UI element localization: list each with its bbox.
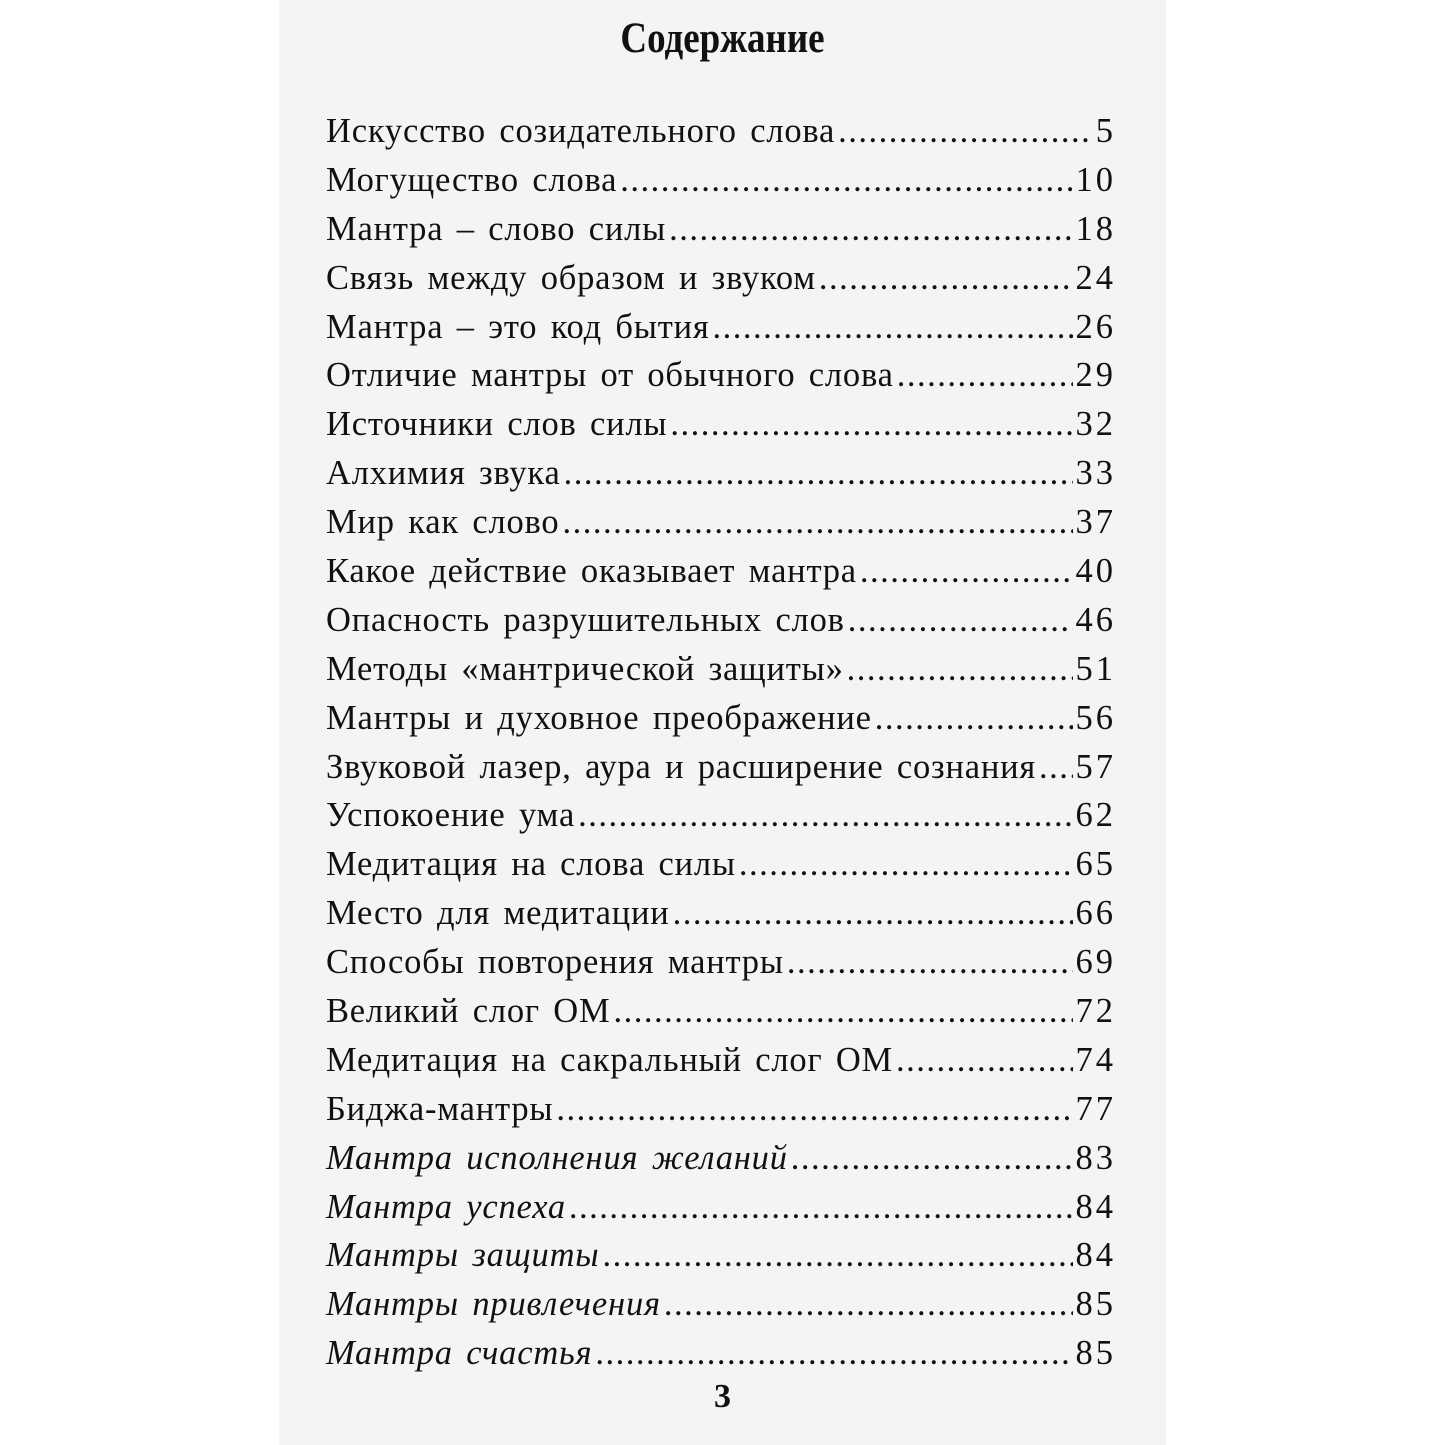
toc-dot-leader <box>791 1139 1073 1178</box>
toc-entry-page: 84 <box>1075 1236 1116 1275</box>
toc-entry <box>326 699 1116 748</box>
toc-entry-page: 29 <box>1075 356 1116 395</box>
toc-dot-leader <box>669 210 1072 249</box>
table-of-contents <box>326 112 1116 1383</box>
toc-entry-title: Успокоение ума <box>326 796 576 835</box>
toc-entry-page: 66 <box>1075 894 1116 933</box>
toc-entry-page: 5 <box>1095 112 1116 150</box>
toc-dot-leader <box>1039 748 1072 787</box>
toc-entry-title: Могущество слова <box>326 160 618 199</box>
toc-dot-leader <box>602 1236 1072 1275</box>
toc-entry <box>326 943 1116 992</box>
toc-entry-title: Связь между образом и звуком <box>326 258 816 297</box>
toc-entry <box>326 1188 1116 1237</box>
toc-entry-page: 26 <box>1075 307 1116 346</box>
toc-dot-leader <box>673 894 1073 933</box>
toc-dot-leader <box>787 943 1073 982</box>
toc-entry-page: 69 <box>1075 943 1116 982</box>
toc-entry <box>326 601 1116 650</box>
toc-entry-title: Мантра счастья <box>326 1334 593 1373</box>
toc-entry-page: 85 <box>1075 1285 1116 1324</box>
toc-dot-leader <box>613 992 1072 1031</box>
toc-entry <box>326 1041 1116 1090</box>
toc-entry <box>326 210 1116 259</box>
toc-entry-title: Мантры защиты <box>326 1236 600 1275</box>
toc-entry-page: 83 <box>1075 1138 1116 1177</box>
toc-dot-leader <box>620 161 1072 200</box>
toc-entry-title: Какое действие оказывает мантра <box>326 552 857 591</box>
toc-entry-title: Мантра – слово силы <box>326 209 667 248</box>
toc-dot-leader <box>896 1041 1072 1080</box>
toc-entry-title: Источники слов силы <box>326 405 668 444</box>
toc-entry-page: 32 <box>1075 405 1116 444</box>
toc-entry-title: Мантра исполнения желаний <box>326 1138 788 1177</box>
toc-entry <box>326 161 1116 210</box>
toc-dot-leader <box>595 1334 1072 1373</box>
toc-entry-page: 62 <box>1075 796 1116 835</box>
toc-dot-leader <box>819 259 1073 298</box>
toc-entry-title: Способы повторения мантры <box>326 943 784 982</box>
toc-dot-leader <box>556 1090 1072 1129</box>
toc-entry-page: 10 <box>1075 160 1116 199</box>
toc-entry-title: Отличие мантры от обычного слова <box>326 356 894 395</box>
toc-entry-page: 84 <box>1075 1187 1116 1226</box>
toc-entry-page: 57 <box>1075 747 1116 786</box>
toc-entry-title: Медитация на сакральный слог ОМ <box>326 1040 894 1079</box>
toc-entry <box>326 894 1116 943</box>
toc-entry-title: Звуковой лазер, аура и расширение сознания <box>326 747 1037 786</box>
toc-dot-leader <box>860 552 1073 591</box>
toc-dot-leader <box>875 699 1073 738</box>
toc-entry-title: Мантры и духовное преображение <box>326 698 872 737</box>
toc-dot-leader <box>664 1285 1073 1324</box>
toc-entry-title: Мантра – это код бытия <box>326 307 710 346</box>
toc-entry <box>326 356 1116 405</box>
toc-entry-page: 18 <box>1075 209 1116 248</box>
toc-entry <box>326 1139 1116 1188</box>
toc-entry-page: 46 <box>1075 600 1116 639</box>
toc-dot-leader <box>713 308 1073 347</box>
toc-entry-title: Искусство созидательного слова <box>326 112 836 150</box>
toc-entry <box>326 796 1116 845</box>
page-title: Содержание <box>620 15 825 62</box>
toc-entry <box>326 552 1116 601</box>
toc-entry <box>326 650 1116 699</box>
toc-dot-leader <box>847 650 1073 689</box>
toc-entry <box>326 308 1116 357</box>
toc-entry <box>326 405 1116 454</box>
toc-entry-title: Место для медитации <box>326 894 670 933</box>
toc-dot-leader <box>670 405 1072 444</box>
toc-entry-title: Мантра успеха <box>326 1187 566 1226</box>
toc-entry-title: Великий слог ОМ <box>326 992 611 1031</box>
toc-entry-page: 24 <box>1075 258 1116 297</box>
page-number: 3 <box>714 1378 731 1415</box>
toc-entry-title: Опасность разрушительных слов <box>326 600 845 639</box>
toc-entry-page: 85 <box>1075 1334 1116 1373</box>
toc-entry-page: 77 <box>1075 1089 1116 1128</box>
toc-entry-title: Мантры привлечения <box>326 1285 661 1324</box>
toc-entry-page: 72 <box>1075 992 1116 1031</box>
toc-dot-leader <box>562 503 1072 542</box>
toc-entry-title: Алхимия звука <box>326 454 561 493</box>
toc-entry-page: 56 <box>1075 698 1116 737</box>
toc-dot-leader <box>564 454 1073 493</box>
toc-dot-leader <box>569 1188 1073 1227</box>
toc-dot-leader <box>848 601 1073 640</box>
toc-entry-title: Биджа-мантры <box>326 1089 554 1128</box>
toc-entry-page: 40 <box>1075 552 1116 591</box>
toc-entry-page: 74 <box>1075 1040 1116 1079</box>
toc-entry <box>326 454 1116 503</box>
toc-entry <box>326 992 1116 1041</box>
toc-entry <box>326 845 1116 894</box>
toc-entry-title: Медитация на слова силы <box>326 845 736 884</box>
toc-entry-title: Мир как слово <box>326 503 560 542</box>
toc-dot-leader <box>897 356 1073 395</box>
toc-entry <box>326 503 1116 552</box>
toc-entry <box>326 1236 1116 1285</box>
toc-entry <box>326 112 1116 161</box>
book-page <box>279 0 1166 1445</box>
toc-dot-leader <box>578 796 1072 835</box>
toc-entry <box>326 1334 1116 1383</box>
toc-dot-leader <box>739 845 1073 884</box>
toc-entry-page: 65 <box>1075 845 1116 884</box>
toc-entry-page: 51 <box>1075 649 1116 688</box>
toc-entry <box>326 748 1116 797</box>
toc-dot-leader <box>838 112 1093 151</box>
toc-entry-page: 37 <box>1075 503 1116 542</box>
toc-entry <box>326 1285 1116 1334</box>
toc-entry-title: Методы «мантрической защиты» <box>326 649 844 688</box>
toc-entry-page: 33 <box>1075 454 1116 493</box>
toc-entry <box>326 259 1116 308</box>
toc-entry <box>326 1090 1116 1139</box>
